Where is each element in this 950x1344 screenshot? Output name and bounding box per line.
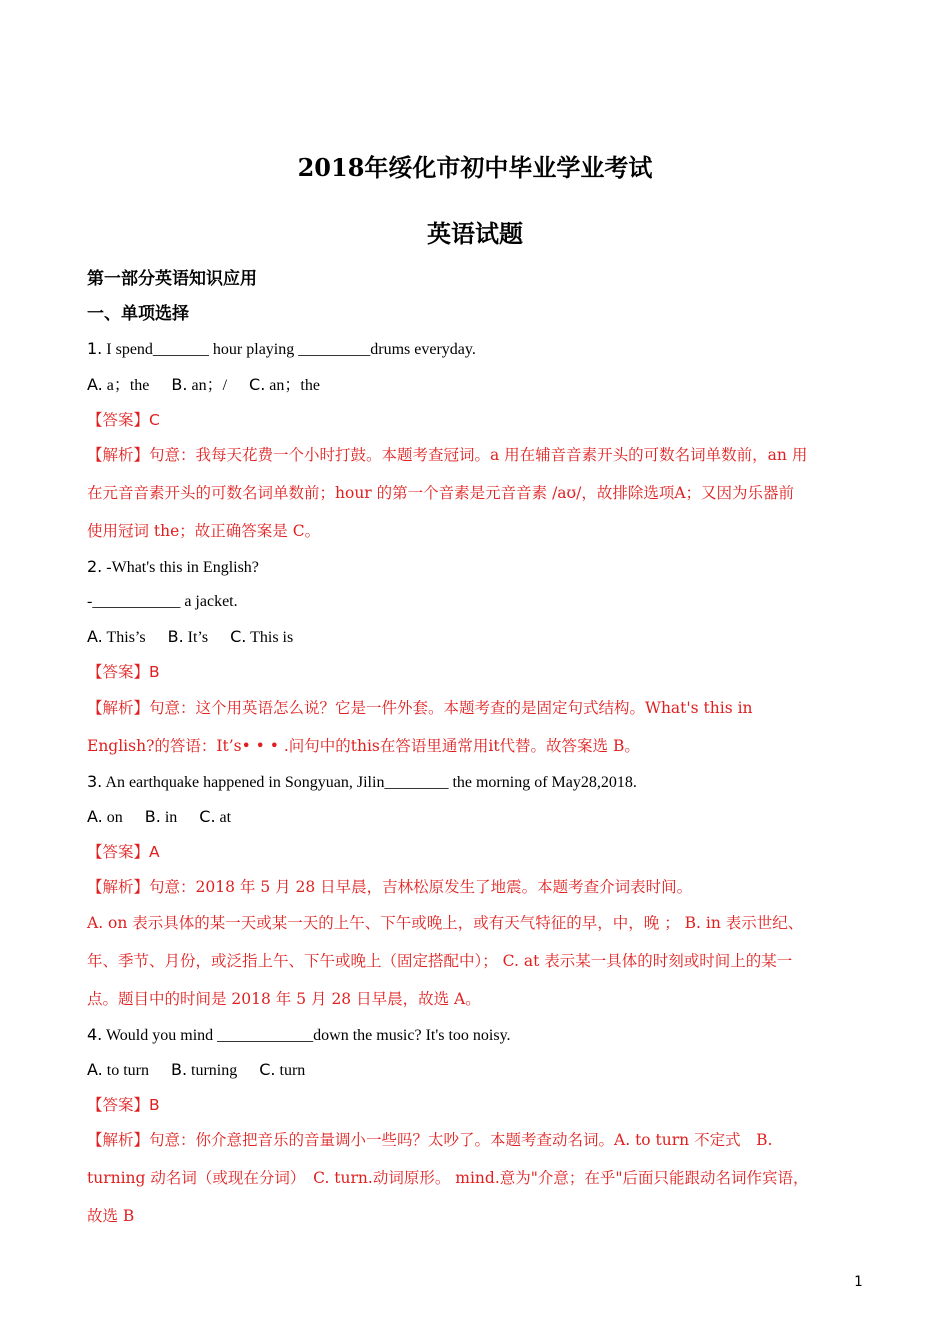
answer-value: B: [149, 663, 160, 681]
option-a: A. to turn: [87, 1060, 149, 1079]
question-4-stem: [87, 1024, 511, 1047]
exam-title: 2018年绥化市初中毕业学业考试: [297, 153, 653, 182]
option-a: A. a；the: [87, 375, 150, 394]
option-b: B. It’s: [167, 627, 209, 646]
question-2-answer: 【答案】B: [87, 663, 160, 681]
question-number: 2.: [87, 557, 103, 576]
question-2-stem-2: -___________ a jacket.: [87, 593, 238, 610]
question-3-analysis-line: 【解析】句意：2018 年 5 月 28 日早晨，吉林松原发生了地震。本题考查介词表时间。: [87, 878, 693, 896]
option-b: B. in: [144, 807, 178, 826]
option-c: C. an；the: [249, 375, 320, 394]
question-1-analysis-line: 使用冠词 the；故正确答案是 C。: [87, 522, 321, 540]
question-text: Would you mind ____________down the music? It's too noisy.: [105, 1027, 511, 1044]
option-c: C. turn: [259, 1060, 306, 1079]
question-1-analysis-line: 【解析】句意：我每天花费一个小时打鼓。本题考查冠词。a 用在辅音音素开头的可数名词单数前，an 用: [87, 446, 808, 464]
exam-subtitle: 英语试题: [427, 219, 523, 248]
question-3-analysis-line: A. on 表示具体的某一天或某一天的上午、下午或晚上，或有天气特征的早，中，晚 ； B. in 表示世纪、: [87, 914, 804, 932]
option-b: B. turning: [170, 1060, 238, 1079]
question-3-analysis-line: 点。题目中的时间是 2018 年 5 月 28 日早晨，故选 A。: [87, 990, 481, 1008]
part-heading: 第一部分英语知识应用: [87, 269, 257, 289]
question-2-options: [87, 626, 311, 649]
question-1-options: [87, 374, 338, 397]
question-3-stem: [87, 771, 637, 794]
section-heading: 一、单项选择: [87, 304, 189, 324]
question-3-analysis-line: 年、季节、月份，或泛指上午、下午或晚上（固定搭配中）； C. at 表示某一具体的时刻或时间上的某一: [87, 952, 793, 970]
question-4-analysis-line: turning 动名词（或现在分词） C. turn.动词原形。 mind.意为"介意；在乎"后面只能跟动名词作宾语，: [87, 1169, 809, 1187]
question-text: An earthquake happened in Songyuan, Jilin________ the morning of May28,2018.: [105, 774, 637, 791]
option-a: A. on: [87, 807, 123, 826]
question-number: 3.: [87, 772, 103, 791]
question-number: 4.: [87, 1025, 103, 1044]
question-1-stem: [87, 338, 476, 361]
question-2-stem: [87, 556, 259, 579]
question-text: -What's this in English?: [106, 559, 259, 576]
option-b: B. an；/: [171, 375, 228, 394]
question-4-answer: 【答案】B: [87, 1096, 160, 1114]
question-text: I spend_______ hour playing _________drums everyday.: [106, 341, 476, 358]
question-4-analysis-line: 故选 B: [87, 1207, 135, 1225]
option-c: C. at: [199, 807, 232, 826]
question-2-analysis-line: English?的答语：It’s• • • .问句中的this在答语里通常用it代替。故答案选 B。: [87, 737, 640, 755]
option-c: C. This is: [230, 627, 294, 646]
page-number: 1: [854, 1274, 863, 1290]
question-3-answer: 【答案】A: [87, 843, 160, 861]
answer-value: A: [149, 843, 160, 861]
answer-value: C: [149, 411, 160, 429]
question-1-answer: 【答案】C: [87, 411, 160, 429]
option-a: A. This’s: [87, 627, 146, 646]
question-3-options: [87, 806, 249, 829]
question-2-analysis-line: 【解析】句意：这个用英语怎么说？它是一件外套。本题考查的是固定句式结构。What's this in: [87, 699, 753, 717]
question-1-analysis-line: 在元音音素开头的可数名词单数前；hour 的第一个音素是元音音素 /aʊ/，故排除选项A；又因为乐器前: [87, 484, 795, 502]
question-4-options: [87, 1059, 323, 1082]
question-4-analysis-line: 【解析】句意：你介意把音乐的音量调小一些吗？太吵了。本题考查动名词。A. to turn 不定式 B.: [87, 1131, 773, 1149]
answer-value: B: [149, 1096, 160, 1114]
question-number: 1.: [87, 339, 103, 358]
